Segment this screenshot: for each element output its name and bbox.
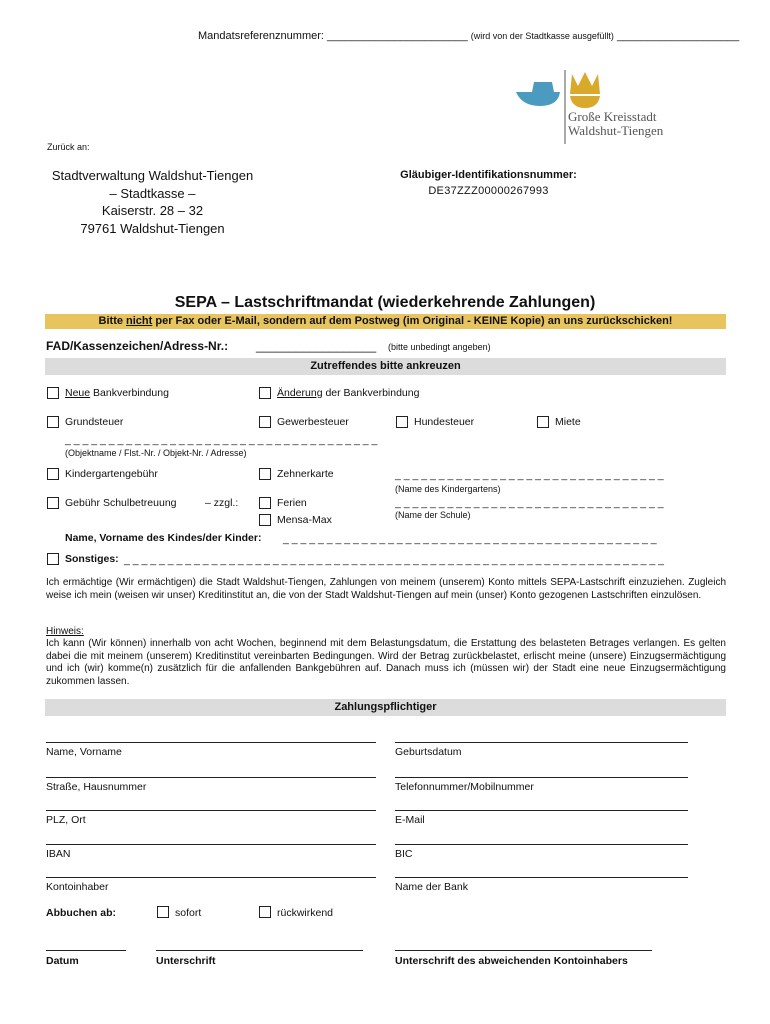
debit-immediately-checkbox[interactable] — [157, 906, 169, 918]
form-title: SEPA – Lastschriftmandat (wiederkehrende Zahlungen) — [174, 294, 596, 311]
sonstiges-line[interactable]: _ _ _ _ _ _ _ _ _ _ _ _ _ _ _ _ _ _ _ _ _ _ _ _ _ _ _ _ _ _ _ _ _ _ _ _ _ _ _ _ _ _ _ _ _ _ _ _ _ _ _ _ _ _ _ _ _ _ _ _ _ _ — [124, 554, 665, 566]
zip-city-label: PLZ, Ort — [46, 814, 86, 826]
kindergarten-checkbox[interactable] — [47, 468, 59, 480]
school-name-line[interactable]: _ _ _ _ _ _ _ _ _ _ _ _ _ _ _ _ _ _ _ _ _ _ _ _ _ _ _ _ _ _ _ — [395, 497, 664, 509]
return-address-line-2: – Stadtkasse – — [109, 185, 196, 201]
zehnerkarte-label: Zehnerkarte — [277, 468, 334, 480]
new-bank-checkbox[interactable] — [47, 387, 59, 399]
return-to-label: Zurück an: — [47, 142, 90, 152]
kindergarten-name-line[interactable]: _ _ _ _ _ _ _ _ _ _ _ _ _ _ _ _ _ _ _ _ _ _ _ _ _ _ _ _ _ _ _ — [395, 469, 664, 481]
payer-section-header: Zahlungspflichtiger — [45, 699, 726, 716]
ferien-checkbox[interactable] — [259, 497, 271, 509]
phone-input-line[interactable] — [395, 777, 688, 778]
logo-line-1: Große Kreisstadt — [568, 109, 657, 124]
email-label: E-Mail — [395, 814, 425, 826]
ferien-label: Ferien — [277, 497, 307, 509]
mandate-reference-blank-2: ____________________ — [616, 30, 740, 42]
bic-label: BIC — [395, 848, 413, 860]
zip-city-input-line[interactable] — [46, 810, 376, 811]
return-address-line-3: Kaiserstr. 28 – 32 — [101, 203, 204, 218]
fad-input-line[interactable]: __________________ — [256, 339, 377, 353]
kindergarten-label: Kindergartengebühr — [65, 468, 158, 480]
city-logo — [512, 66, 687, 144]
postal-notice-underlined: nicht — [126, 315, 153, 327]
new-bank-label: Neue Bankverbindung — [65, 387, 169, 399]
other-holder-signature-line[interactable] — [395, 950, 652, 951]
email-input-line[interactable] — [395, 810, 688, 811]
gewerbesteuer-label: Gewerbesteuer — [277, 416, 349, 428]
bic-input-line[interactable] — [395, 844, 688, 845]
date-label: Datum — [46, 955, 79, 967]
creditor-id-label: Gläubiger-Identifikationsnummer: — [400, 169, 577, 181]
name-input-line[interactable] — [46, 742, 376, 743]
debit-start-label: Abbuchen ab: — [46, 907, 116, 919]
authorization-text: Ich ermächtige (Wir ermächtigen) die Stadt Waldshut-Tiengen, Zahlungen von meinem (unserem) Konto mittels SEPA-Lastschrift einzuziehen. Zugleich weise ich mein (weisen wir unser) Kreditinstitut an, die von der Stadt Waldshut-Tiengen auf mein (unser) Konto gezogenen Lastschriften einzulösen. — [46, 577, 726, 601]
change-bank-label: Änderung der Bankverbindung — [277, 387, 420, 399]
holder-label: Kontoinhaber — [46, 881, 109, 893]
birthdate-input-line[interactable] — [395, 742, 688, 743]
date-input-line[interactable] — [46, 950, 126, 951]
iban-input-line[interactable] — [46, 844, 376, 845]
bank-name-input-line[interactable] — [395, 877, 688, 878]
phone-label: Telefonnummer/Mobilnummer — [395, 781, 534, 793]
logo-line-2: Waldshut-Tiengen — [568, 123, 664, 138]
street-label: Straße, Hausnummer — [46, 781, 147, 793]
mandate-reference-blank[interactable]: _______________________ — [327, 30, 468, 42]
debit-retroactive-checkbox[interactable] — [259, 906, 271, 918]
hundesteuer-checkbox[interactable] — [396, 416, 408, 428]
holder-input-line[interactable] — [46, 877, 376, 878]
mandate-reference-label: Mandatsreferenznummer: — [198, 30, 324, 42]
hint-text: Ich kann (Wir können) innerhalb von acht Wochen, beginnend mit dem Belastungsdatum, die Erstattung des belasteten Betrages verlangen. Es gelten dabei die mit meinem (unserem) Kreditinstitut vereinbarten Bedingungen. Wird der Betrag zurückbelastet, erlischt meine (unsere) Einzugsermächtigung und ich (wir) komme(n) zusätzlich für die anfallenden Bankgebühren auf. Danach muss ich (müssen wir) der Stadt eine neue Einzugsermächtigung zukommen lassen. — [46, 638, 726, 687]
mensa-checkbox[interactable] — [259, 514, 271, 526]
birthdate-label: Geburtsdatum — [395, 746, 462, 758]
grundsteuer-checkbox[interactable] — [47, 416, 59, 428]
schulbetreuung-checkbox[interactable] — [47, 497, 59, 509]
object-note: (Objektname / Flst.-Nr. / Objekt-Nr. / Adresse) — [65, 448, 247, 458]
creditor-id-value: DE37ZZZ00000267993 — [428, 185, 549, 197]
name-label: Name, Vorname — [46, 746, 122, 758]
return-address-line-4: 79761 Waldshut-Tiengen — [80, 220, 225, 236]
change-bank-checkbox[interactable] — [259, 387, 271, 399]
sonstiges-label: Sonstiges: — [65, 553, 119, 565]
bank-name-label: Name der Bank — [395, 881, 468, 893]
miete-label: Miete — [555, 416, 581, 428]
fad-label: FAD/Kassenzeichen/Adress-Nr.: — [46, 339, 229, 353]
grundsteuer-label: Grundsteuer — [65, 416, 124, 428]
school-name-note: (Name der Schule) — [395, 510, 471, 520]
return-address-line-1: Stadtverwaltung Waldshut-Tiengen — [51, 168, 254, 183]
hint-label: Hinweis: — [46, 626, 84, 637]
iban-label: IBAN — [46, 848, 71, 860]
zehnerkarte-checkbox[interactable] — [259, 468, 271, 480]
other-holder-signature-label: Unterschrift des abweichenden Kontoinhabers — [395, 955, 628, 967]
hundesteuer-label: Hundesteuer — [414, 416, 475, 428]
mandate-reference-line — [198, 30, 739, 42]
signature-label: Unterschrift — [156, 955, 216, 967]
gewerbesteuer-checkbox[interactable] — [259, 416, 271, 428]
return-address — [50, 167, 255, 237]
schulbetreuung-label: Gebühr Schulbetreuung — [65, 497, 177, 509]
mensa-label: Mensa-Max — [277, 514, 332, 526]
street-input-line[interactable] — [46, 777, 376, 778]
sonstiges-checkbox[interactable] — [47, 553, 59, 565]
postal-notice-band: Bitte nicht per Fax oder E-Mail, sondern auf dem Postweg (im Original - KEINE Kopie) an uns zurückschicken! — [45, 314, 726, 329]
debit-immediately-label: sofort — [175, 907, 202, 919]
fad-note: (bitte unbedingt angeben) — [388, 342, 491, 352]
object-input-line[interactable]: _ _ _ _ _ _ _ _ _ _ _ _ _ _ _ _ _ _ _ _ _ _ _ _ _ _ _ _ _ _ _ _ _ _ _ _ — [65, 434, 378, 446]
debit-retroactive-label: rückwirkend — [277, 907, 334, 919]
zzgl-label: – zzgl.: — [205, 497, 239, 509]
mandate-reference-note: (wird von der Stadtkasse ausgefüllt) — [470, 31, 614, 41]
kindergarten-name-note: (Name des Kindergartens) — [395, 484, 501, 494]
child-name-label: Name, Vorname des Kindes/der Kinder: — [65, 532, 262, 544]
signature-input-line[interactable] — [156, 950, 363, 951]
miete-checkbox[interactable] — [537, 416, 549, 428]
child-name-line[interactable]: _ _ _ _ _ _ _ _ _ _ _ _ _ _ _ _ _ _ _ _ _ _ _ _ _ _ _ _ _ _ _ _ _ _ _ _ _ _ _ _ _ _ _ — [283, 533, 657, 545]
check-section-header: Zutreffendes bitte ankreuzen — [45, 358, 726, 375]
